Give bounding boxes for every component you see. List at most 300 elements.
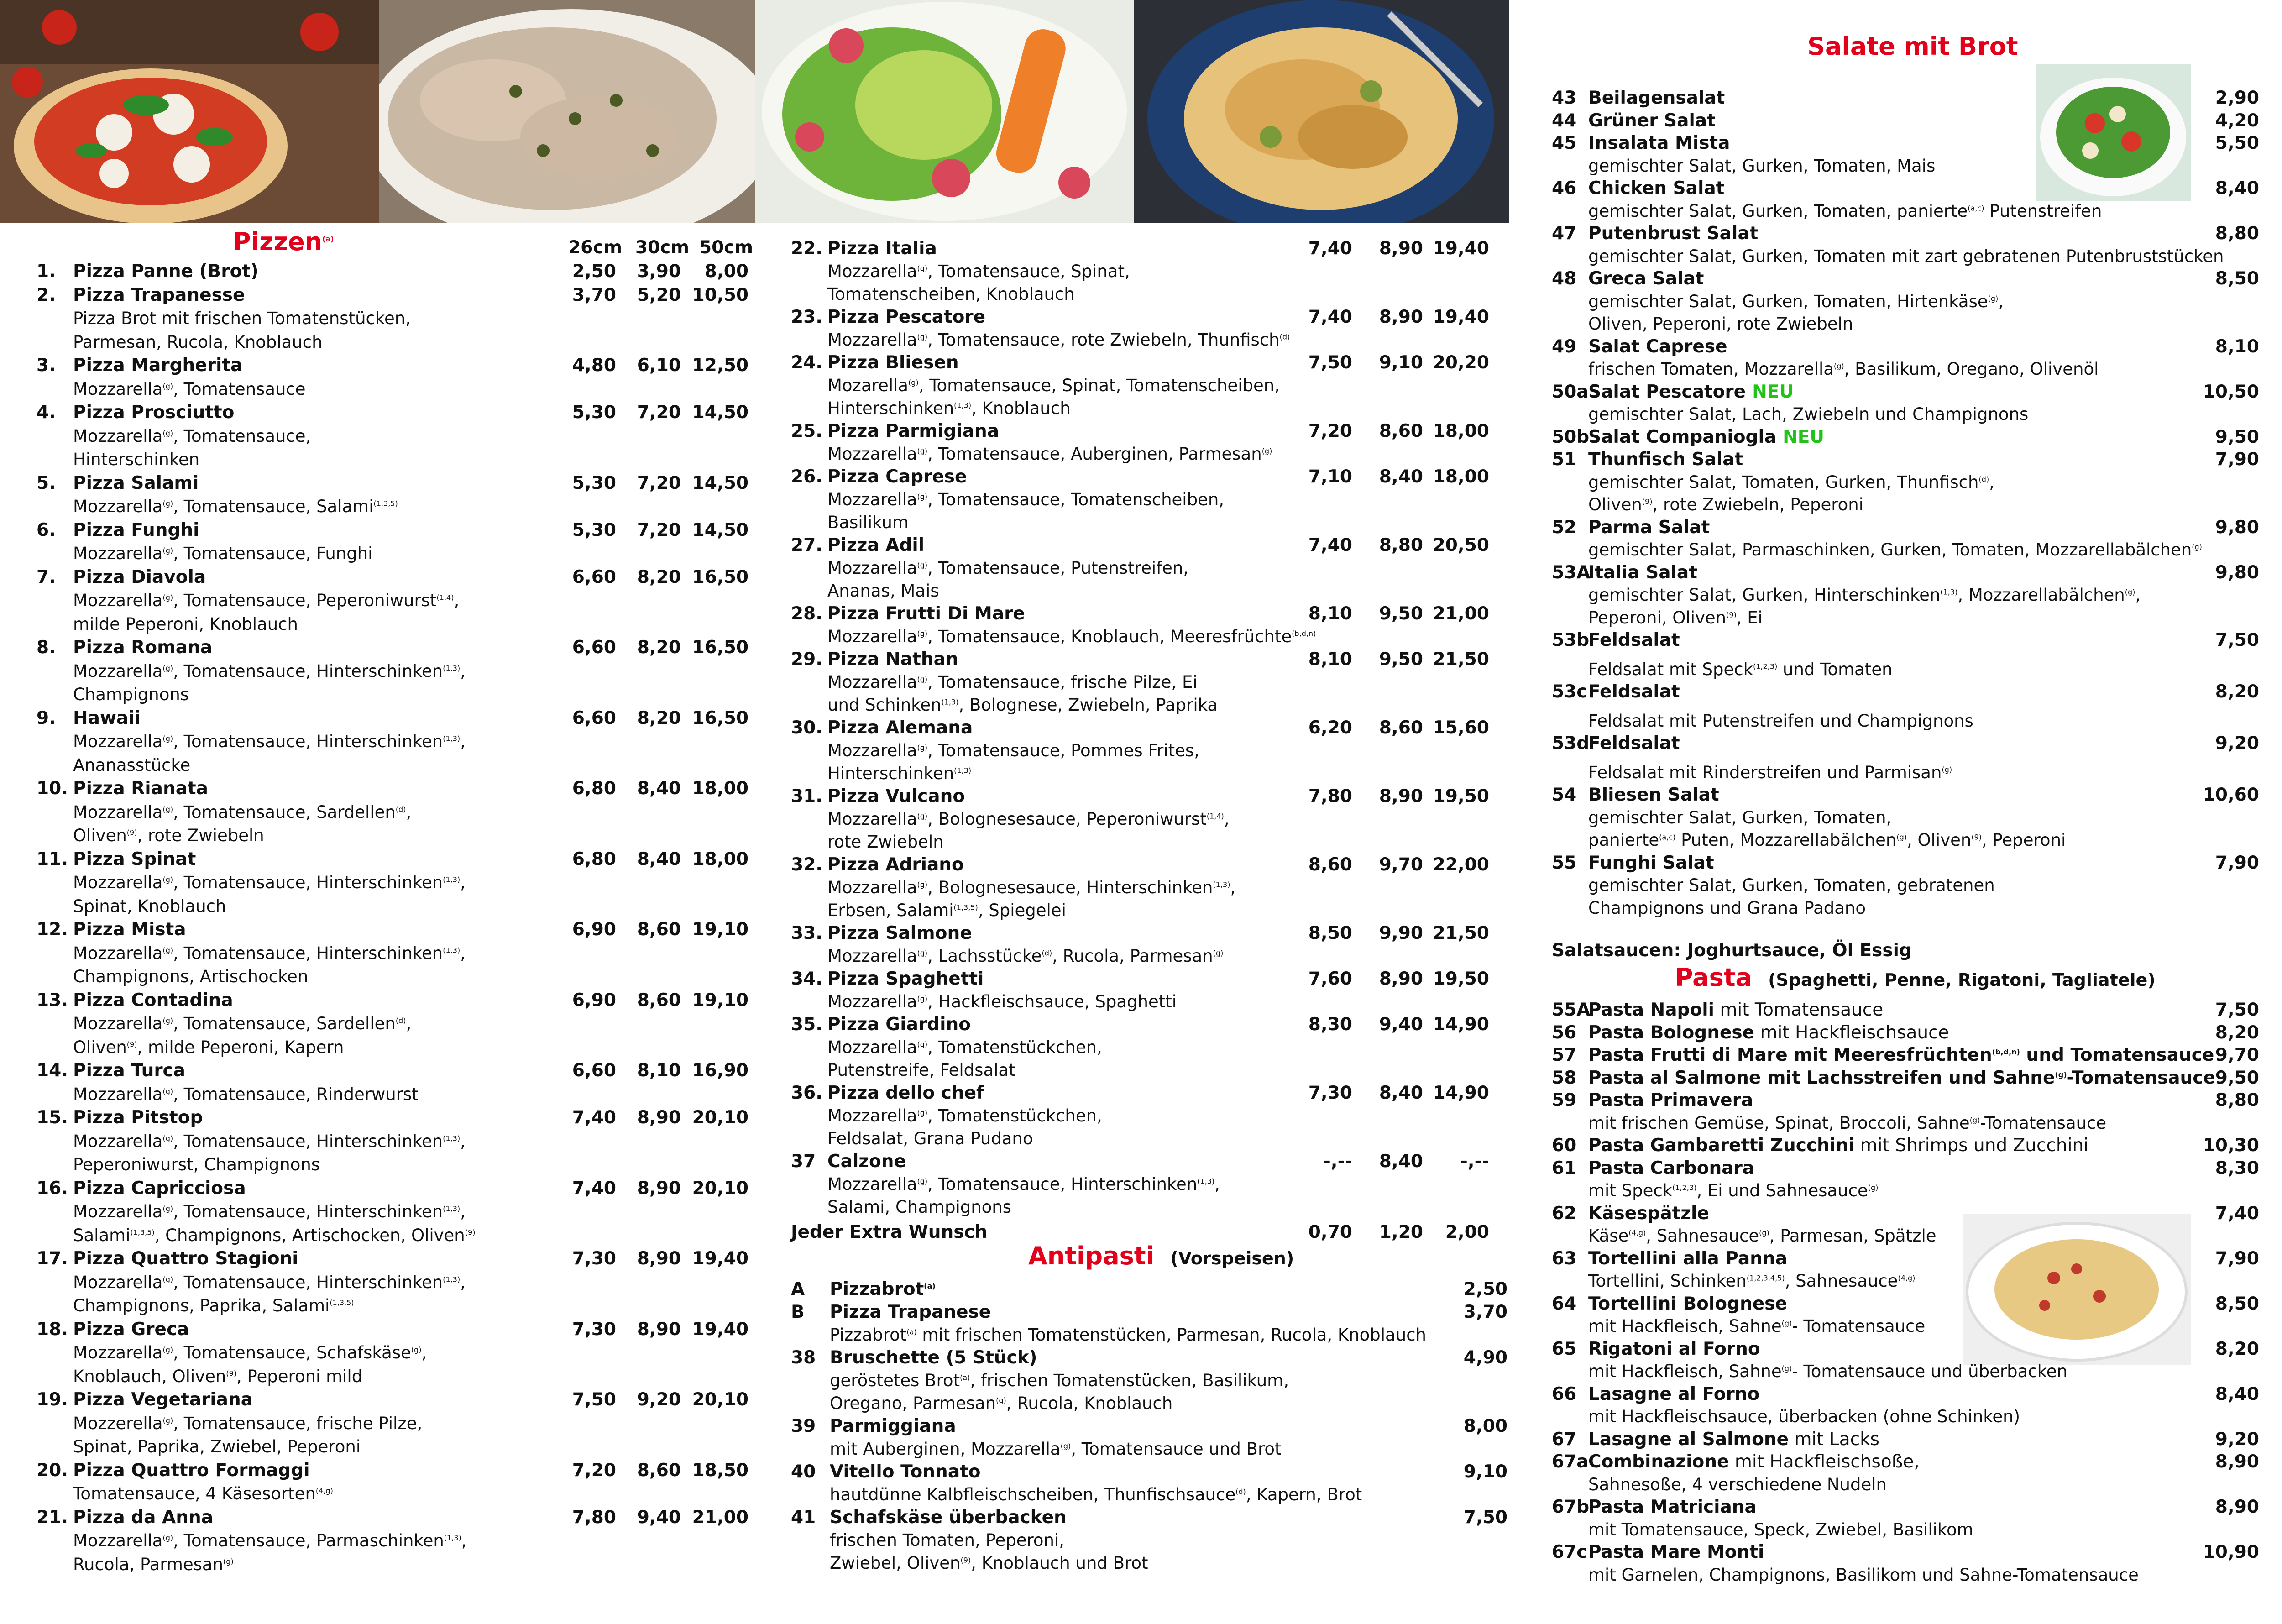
item-number: 64 — [1552, 1293, 1577, 1314]
item-price: 8,10 — [2215, 336, 2259, 357]
item-number: 30. — [791, 718, 823, 738]
item-description: mit Auberginen, Mozzarella$^{(g)}$, Tomatensauce und Brot — [830, 1439, 1282, 1459]
item-price: 19,10 — [692, 990, 748, 1011]
item-description: Mozzarella$^{(g)}$, Tomatensauce, Putenstreifen, — [827, 558, 1189, 578]
item-price: 8,40 — [1379, 1151, 1423, 1172]
item-description: Mozzarella$^{(g)}$, Tomatensauce, Hinterschinken$^{(1,3)}$, — [73, 873, 466, 892]
item-name: Käsespätzle — [1588, 1203, 1709, 1224]
item-description: mit Tomatensauce, Speck, Zwiebel, Basilikom — [1588, 1519, 1973, 1540]
item-price: 20,10 — [692, 1107, 748, 1128]
item-number: 9. — [37, 707, 56, 728]
item-price: 8,10 — [1308, 603, 1352, 624]
item-description: Mozzarella$^{(g)}$, Tomatensauce, Parmaschinken$^{(1,3)}$, — [73, 1531, 467, 1551]
item-description: Erbsen, Salami$^{(1,3,5)}$, Spiegelei — [827, 901, 1066, 920]
item-name: Tortellini Bolognese — [1588, 1293, 1787, 1314]
item-description: frischen Tomaten, Mozzarella$^{(g)}$, Basilikum, Oregano, Olivenöl — [1588, 359, 2099, 379]
item-price: 8,40 — [2215, 1383, 2259, 1404]
item-price: 8,50 — [2215, 268, 2259, 289]
item-price: 8,60 — [637, 919, 681, 940]
item-number: 67c — [1552, 1542, 1587, 1562]
item-description: gemischter Salat, Lach, Zwiebeln und Champignons — [1588, 404, 2029, 424]
item-description: Sahnesoße, 4 verschiedene Nudeln — [1588, 1474, 1887, 1494]
item-description: Pizzabrot$^{(a)}$ mit frischen Tomatenstücken, Parmesan, Rucola, Knoblauch — [830, 1325, 1426, 1345]
item-number: 63 — [1552, 1248, 1577, 1269]
item-price: 9,50 — [1379, 603, 1423, 624]
item-price: 9,90 — [1379, 923, 1423, 943]
item-description: gemischter Salat, Gurken, Tomaten, gebratenen — [1588, 875, 1995, 895]
item-number: 52 — [1552, 517, 1577, 538]
item-number: 31. — [791, 786, 823, 807]
item-price: 8,20 — [2215, 1022, 2259, 1043]
pasta-penne-photo — [1134, 0, 1509, 223]
item-name: Feldsalat — [1588, 630, 1680, 650]
spaghetti-carbonara-photo — [1963, 1214, 2191, 1365]
item-name: Feldsalat — [1588, 733, 1680, 754]
item-name: Pizza Turca — [73, 1060, 185, 1081]
item-number: 57 — [1552, 1045, 1577, 1065]
item-name: Salat Companiogla NEU — [1588, 426, 1825, 447]
item-description: Mozzerella$^{(g)}$, Tomatensauce, frische Pilze, — [73, 1413, 423, 1433]
item-description: Salami, Champignons — [827, 1197, 1012, 1217]
item-price: 8,90 — [637, 1178, 681, 1199]
item-number: 43 — [1552, 88, 1577, 108]
item-name: Pasta Napoli mit Tomatensauce — [1588, 1000, 1884, 1020]
item-number: 28. — [791, 603, 823, 624]
item-price: 8,30 — [1308, 1014, 1352, 1035]
item-number: 65 — [1552, 1338, 1577, 1359]
item-number: 55A — [1552, 1000, 1591, 1020]
item-price: 8,50 — [1308, 923, 1352, 943]
item-price: 8,40 — [1379, 466, 1423, 487]
item-name: Pizzabrot$^{(a)}$ — [830, 1279, 936, 1299]
item-name: Funghi Salat — [1588, 852, 1714, 873]
item-price: 19,50 — [1433, 969, 1489, 989]
item-price: 5,30 — [572, 402, 616, 423]
item-name: Pizza Salmone — [827, 923, 972, 943]
item-description: Champignons und Grana Padano — [1588, 898, 1866, 918]
item-description: Tortellini, Schinken$^{(1,2,3,4,5)}$, Sahnesauce$^{(4,g)}$ — [1588, 1271, 1916, 1291]
item-price: 10,50 — [692, 284, 748, 305]
item-price: 2,90 — [2215, 88, 2259, 108]
neu-badge: NEU — [1752, 381, 1794, 402]
item-name: Pizza Spinat — [73, 849, 196, 870]
item-description: Spinat, Knoblauch — [73, 896, 226, 916]
item-name: Pasta Frutti di Mare mit Meeresfrüchten$^{(b,d,n)}$ und Tomatensauce — [1588, 1045, 2214, 1065]
item-price: 14,90 — [1433, 1083, 1489, 1103]
item-price: -,-- — [1460, 1151, 1489, 1172]
item-name: Parma Salat — [1588, 517, 1710, 538]
salate-title: Salate mit Brot — [1807, 32, 2018, 61]
item-price: 18,00 — [1433, 466, 1489, 487]
item-price: 9,80 — [2215, 517, 2259, 538]
item-number: 29. — [791, 649, 823, 670]
item-number: 50a — [1552, 381, 1589, 402]
item-description: Mozzarella$^{(g)}$, Tomatensauce, Hinterschinken$^{(1,3)}$, — [73, 1131, 466, 1151]
item-number: 46 — [1552, 178, 1577, 199]
item-description: Oliven$^{(9)}$, milde Peperoni, Kapern — [73, 1037, 344, 1057]
item-price: 8,90 — [1379, 307, 1423, 327]
item-name: Italia Salat — [1588, 562, 1697, 583]
item-description: Mozzarella$^{(g)}$, Tomatensauce, Knoblauch, Meeresfrüchte$^{(b,d,n)}$ — [827, 627, 1316, 646]
item-name: Pasta al Salmone mit Lachsstreifen und Sahne$^{(g)}$-Tomatensauce — [1588, 1067, 2215, 1088]
item-price: 7,90 — [2215, 852, 2259, 873]
item-name: Grüner Salat — [1588, 110, 1716, 131]
salad-vegetables-photo — [755, 0, 1134, 223]
item-price: 14,50 — [692, 519, 748, 540]
item-name: Pizza Quattro Formaggi — [73, 1460, 310, 1481]
item-number: 53b — [1552, 630, 1590, 650]
item-name: Pasta Carbonara — [1588, 1158, 1755, 1179]
item-number: 53d — [1552, 733, 1590, 754]
item-name: Pizza Caprese — [827, 466, 967, 487]
item-description: Mozzarella$^{(g)}$, Tomatenstückchen, — [827, 1106, 1102, 1126]
item-name: Pizza Vegetariana — [73, 1389, 253, 1410]
item-price: 8,20 — [2215, 1338, 2259, 1359]
item-price: 6,60 — [572, 1060, 616, 1081]
item-description: Feldsalat, Grana Pudano — [827, 1129, 1033, 1148]
item-price: 22,00 — [1433, 854, 1489, 875]
item-description: Feldsalat mit Speck$^{(1,2,3)}$ und Tomaten — [1588, 659, 1893, 679]
item-price: 4,20 — [2215, 110, 2259, 131]
item-name: Pizza Diavola — [73, 566, 206, 587]
item-price: 19,40 — [692, 1319, 748, 1340]
item-number: 53c — [1552, 681, 1587, 702]
item-price: 6,90 — [572, 919, 616, 940]
item-number: 14. — [37, 1060, 68, 1081]
item-name: Pizza Adil — [827, 535, 925, 555]
item-price: 8,80 — [2215, 1090, 2259, 1111]
item-number: 11. — [37, 849, 68, 870]
item-name: Pizza Spaghetti — [827, 969, 984, 989]
item-description: Mozzarella$^{(g)}$, Tomatensauce, Hinterschinken$^{(1,3)}$, — [73, 661, 466, 681]
item-price: 8,90 — [637, 1107, 681, 1128]
item-name: Pizza Prosciutto — [73, 402, 235, 423]
item-number: B — [791, 1302, 805, 1322]
antipasti-title: Antipasti (Vorspeisen) — [1028, 1242, 1294, 1270]
item-description: Oliven$^{(9)}$, rote Zwiebeln, Peperoni — [1588, 495, 1863, 514]
item-description: Peperoniwurst, Champignons — [73, 1155, 320, 1174]
item-price: 8,90 — [1379, 969, 1423, 989]
pizzen-title: Pizzen$^{(a)}$ — [233, 227, 334, 256]
item-name: Bruschette (5 Stück) — [830, 1347, 1037, 1368]
item-price: 20,20 — [1433, 352, 1489, 373]
item-name: Pizza Frutti Di Mare — [827, 603, 1025, 624]
item-number: 66 — [1552, 1383, 1577, 1404]
item-number: 26. — [791, 466, 823, 487]
item-price: 18,50 — [692, 1460, 748, 1481]
item-price: 7,20 — [637, 519, 681, 540]
item-price: 7,50 — [572, 1389, 616, 1410]
item-price: 6,20 — [1308, 718, 1352, 738]
item-description: Champignons, Artischocken — [73, 967, 309, 986]
item-price: 7,40 — [572, 1107, 616, 1128]
item-price: 8,60 — [1379, 421, 1423, 441]
item-price: 21,50 — [1433, 923, 1489, 943]
item-price: 3,90 — [637, 261, 681, 282]
item-description: Spinat, Paprika, Zwiebel, Peperoni — [73, 1437, 361, 1456]
item-price: 8,30 — [2215, 1158, 2259, 1179]
item-description: Mozzarella$^{(g)}$, Tomatensauce, Rinderwurst — [73, 1084, 419, 1104]
item-price: 5,30 — [572, 519, 616, 540]
item-price: 8,90 — [637, 1319, 681, 1340]
vitello-tonnato-photo — [379, 0, 755, 223]
item-price: 8,60 — [637, 1460, 681, 1481]
item-price: 2,50 — [1463, 1279, 1507, 1299]
item-price: 7,20 — [1308, 421, 1352, 441]
item-price: 6,90 — [572, 990, 616, 1011]
item-price: 6,60 — [572, 566, 616, 587]
item-description: Peperoni, Oliven$^{(9)}$, Ei — [1588, 608, 1763, 628]
item-number: 8. — [37, 637, 56, 658]
item-name: Schafskäse überbacken — [830, 1507, 1067, 1528]
item-price: 7,40 — [572, 1178, 616, 1199]
item-name: Hawaii — [73, 707, 141, 728]
item-price: 8,10 — [637, 1060, 681, 1081]
item-description: Tomatenscheiben, Knoblauch — [827, 284, 1075, 304]
item-price: 8,60 — [1308, 854, 1352, 875]
item-number: 6. — [37, 519, 56, 540]
item-name: Tortellini alla Panna — [1588, 1248, 1788, 1269]
item-price: 8,60 — [637, 990, 681, 1011]
item-description: milde Peperoni, Knoblauch — [73, 614, 298, 634]
item-price: 9,20 — [637, 1389, 681, 1410]
item-description: Hinterschinken$^{(1,3)}$ — [827, 764, 972, 783]
item-number: 25. — [791, 421, 823, 441]
item-description: panierte$^{(a,c)}$ Puten, Mozzarellabälchen$^{(g)}$, Oliven$^{(9)}$, Peperoni — [1588, 830, 2066, 850]
item-number: 60 — [1552, 1135, 1577, 1156]
item-number: 23. — [791, 307, 823, 327]
item-name: Pizza Pescatore — [827, 307, 986, 327]
item-price: 8,90 — [2215, 1451, 2259, 1472]
item-description: Mozarella$^{(g)}$, Tomatensauce, Spinat, Tomatenscheiben, — [827, 376, 1280, 395]
item-name: Greca Salat — [1588, 268, 1704, 289]
item-number: 35. — [791, 1014, 823, 1035]
item-price: 10,30 — [2203, 1135, 2259, 1156]
item-description: Mozzarella$^{(g)}$, Tomatensauce, Hinterschinken$^{(1,3)}$, — [73, 1202, 466, 1221]
item-name: Thunfisch Salat — [1588, 449, 1743, 470]
item-description: Oliven, Peperoni, rote Zwiebeln — [1588, 314, 1853, 334]
item-price: 9,70 — [1379, 854, 1423, 875]
item-name: Pizza Panne (Brot) — [73, 261, 259, 282]
item-price: 7,90 — [2215, 449, 2259, 470]
item-description: Salami$^{(1,3,5)}$, Champignons, Artischocken, Oliven$^{(9)}$ — [73, 1225, 476, 1245]
item-price: 14,90 — [1433, 1014, 1489, 1035]
item-description: und Schinken$^{(1,3)}$, Bolognese, Zwiebeln, Paprika — [827, 695, 1218, 715]
item-price: 7,30 — [572, 1319, 616, 1340]
item-price: 7,50 — [2215, 630, 2259, 650]
item-number: 24. — [791, 352, 823, 373]
item-price: 2,50 — [572, 261, 616, 282]
item-description: hautdünne Kalbfleischscheiben, Thunfischsauce$^{(d)}$, Kapern, Brot — [830, 1485, 1362, 1504]
item-price: 7,60 — [1308, 969, 1352, 989]
item-description: Mozzarella$^{(g)}$, Tomatensauce, Salami$^{(1,3,5)}$ — [73, 497, 398, 516]
item-price: 10,60 — [2203, 785, 2259, 805]
item-price: 6,60 — [572, 637, 616, 658]
item-price: 7,20 — [572, 1460, 616, 1481]
item-name: Insalata Mista — [1588, 133, 1730, 153]
item-description: gemischter Salat, Gurken, Tomaten, Mais — [1588, 156, 1936, 176]
item-number: 2. — [37, 284, 56, 305]
item-name: Pasta Gambaretti Zucchini mit Shrimps und Zucchini — [1588, 1135, 2089, 1156]
item-price: 8,80 — [1379, 535, 1423, 555]
item-price: 7,40 — [1308, 535, 1352, 555]
salatsaucen-text: Salatsaucen: Joghurtsauce, Öl Essig — [1552, 940, 1912, 961]
item-name: Pizza Vulcano — [827, 786, 965, 807]
item-description: Mozzarella$^{(g)}$, Tomatensauce, Pommes Frites, — [827, 741, 1199, 760]
item-description: Zwiebel, Oliven$^{(9)}$, Knoblauch und Brot — [830, 1553, 1148, 1573]
item-description: gemischter Salat, Tomaten, Gurken, Thunfisch$^{(d)}$, — [1588, 472, 1994, 492]
item-number: 3. — [37, 355, 56, 376]
item-price: 20,10 — [692, 1389, 748, 1410]
item-price: 7,20 — [637, 402, 681, 423]
item-description: gemischter Salat, Gurken, Tomaten mit zart gebratenen Putenbruststücken — [1588, 246, 2224, 266]
item-price: 12,50 — [692, 355, 748, 376]
item-price: 8,00 — [1463, 1416, 1507, 1436]
item-price: 3,70 — [572, 284, 616, 305]
item-name: Pizza Trapanese — [830, 1302, 991, 1322]
item-description: Putenstreife, Feldsalat — [827, 1060, 1015, 1080]
item-price: 21,00 — [692, 1507, 748, 1528]
item-number: 18. — [37, 1319, 68, 1340]
item-description: rote Zwiebeln — [827, 832, 944, 852]
item-price: 10,90 — [2203, 1542, 2259, 1562]
size-header-26cm: 26cm — [568, 237, 623, 258]
item-price: 16,90 — [692, 1060, 748, 1081]
item-price: 6,10 — [637, 355, 681, 376]
item-price: 8,80 — [2215, 223, 2259, 244]
item-description: Mozzarella$^{(g)}$, Bolognesesauce, Hinterschinken$^{(1,3)}$, — [827, 878, 1236, 897]
item-number: 39 — [791, 1416, 816, 1436]
right-column — [1552, 27, 2268, 1616]
item-description: Champignons — [73, 685, 189, 704]
item-name: Putenbrust Salat — [1588, 223, 1759, 244]
item-name: Pizza Alemana — [827, 718, 973, 738]
item-name: Salat Pescatore NEU — [1588, 381, 1794, 402]
item-price: 20,50 — [1433, 535, 1489, 555]
item-price: 8,20 — [637, 637, 681, 658]
item-price: 19,50 — [1433, 786, 1489, 807]
item-description: Rucola, Parmesan$^{(g)}$ — [73, 1554, 234, 1574]
item-name: Feldsalat — [1588, 681, 1680, 702]
item-name: Pizza Funghi — [73, 519, 199, 540]
item-number: 40 — [791, 1462, 816, 1482]
item-name: Pizza Greca — [73, 1319, 189, 1340]
item-price: 19,40 — [692, 1248, 748, 1269]
item-description: Mozzarella$^{(g)}$, Tomatensauce, Schafskäse$^{(g)}$, — [73, 1343, 427, 1362]
item-number: 61 — [1552, 1158, 1577, 1179]
item-price: 5,50 — [2215, 133, 2259, 153]
item-description: Mozzarella$^{(g)}$, Tomatensauce, Sardellen$^{(d)}$, — [73, 1014, 412, 1033]
item-description: frischen Tomaten, Peperoni, — [830, 1530, 1065, 1550]
item-description: Mozzarella$^{(g)}$, Hackfleischsauce, Spaghetti — [827, 992, 1177, 1011]
item-description: Mozzarella$^{(g)}$, Bolognesesauce, Peperoniwurst$^{(1,4)}$, — [827, 809, 1230, 829]
item-number: 67a — [1552, 1451, 1589, 1472]
item-price: 10,50 — [2203, 381, 2259, 402]
item-name: Rigatoni al Forno — [1588, 1338, 1760, 1359]
item-price: 8,10 — [1308, 649, 1352, 670]
item-number: 36. — [791, 1083, 823, 1103]
neu-badge: NEU — [1783, 426, 1825, 447]
item-number: 20. — [37, 1460, 68, 1481]
item-price: 9,50 — [2215, 1067, 2259, 1088]
item-number: 12. — [37, 919, 68, 940]
item-description: mit Garnelen, Champignons, Basilikom und Sahne-Tomatensauce — [1588, 1565, 2139, 1585]
item-description: Mozzarella$^{(g)}$, Tomatensauce, Peperoniwurst$^{(1,4)}$, — [73, 591, 460, 610]
item-price: 7,40 — [2215, 1203, 2259, 1224]
size-header-30cm: 30cm — [635, 237, 690, 258]
item-price: 16,50 — [692, 566, 748, 587]
pizzen-column-2: 22. Pizza Italia 7,40 8,90 19,40 Mozzarella$^{(g)}$, Tomatensauce, Spinat, Tomatenscheiben, Knoblauch 23. Pizza Pescatore 7,40 8,90 19,40 Mozzarella$^{(g)}$, Tomatensauce, rote Zwiebeln, Thunfisch$^{(d)}$ 24. Pizza Bliesen 7,50 9,10 20,20 Mozarella$^{(g)}$, Tomatensauce, Spinat, Tomatenscheiben, Hinterschinken$^{(1,3)}$, Knoblauch 25. Pizza Parmigiana 7,20 8,60 18,00 Mozzarella$^{(g)}$, Tomatensauce, Auberginen, Parmesan$^{(g)}$ 26. Pizza Caprese 7,10 8,40 18,00 Mozzarella$^{(g)}$, Tomatensauce, Tomatenscheiben, Basilikum 27. Pizza Adil 7,40 8,80 20,50 Mozzarella$^{(g)}$, Tomatensauce, Putenstreifen, Ananas, Mais 28. Pizza Frutti Di Mare 8,10 9,50 21,00 Mozzarella$^{(g)}$, Tomatensauce, Knoblauch, Meeresfrüchte$^{(b,d,n)}$ 29. Pizza Nathan 8,10 9,50 21,50 Mozzarella$^{(g)}$, Tomatensauce, frische Pilze, Ei und Schinken$^{(1,3)}$, Bolognese, Zwiebeln, Paprika 30. Pizza Alemana 6,20 8,60 15,60 Mozzarella$^{(g)}$, Tomatensauce, Pommes Frites, Hinterschinken$^{(1,3)}$ 31. Pizza Vulcano 7,80 8,90 19,50 Mozzarella$^{(g)}$, Bolognesesauce, Peperoniwurst$^{(1,4)}$, rote Zwiebeln 32. Pizza Adriano 8,60 9,70 22,00 Mozzarella$^{(g)}$, Bolognesesauce, Hinterschinken$^{(1,3)}$, Erbsen, Salami$^{(1,3,5)}$, Spiegelei 33. Pizza Salmone 8,50 9,90 21,50 Mozzarella$^{(g)}$, Lachsstücke$^{(d)}$, Rucola, Parmesan$^{(g)}$ 34. Pizza Spaghetti 7,60 8,90 19,50 Mozzarella$^{(g)}$, Hackfleischsauce, Spaghetti 35. Pizza Giardino 8,30 9,40 14,90 Mozzarella$^{(g)}$, Tomatenstückchen, Putenstreife, Feldsalat 36. Pizza dello chef 7,30 8,40 14,90 Mozzarella$^{(g)}$, Tomatenstückchen, Feldsalat, Grana Pudano 37 Calzone -,-- 8,40 -,-- Mozzarella$^{(g)}$, Tomatensauce, Hinterschinken$^{(1,3)}$, Salami, Champignons Jeder Extra Wunsch 0,70 1,20 2,00 Antipasti (Vorspeisen) A Pizzabrot$^{(a)}$ 2,50 B Pizza Trapanese 3,70 Pizzabrot$^{(a)}$ mit frischen Tomatenstücken, Parmesan, Rucola, Knoblauch 38 Bruschette (5 Stück) 4,90 geröstetes Brot$^{(a)}$, frischen Tomatenstücken, Basilikum, Oregano, Parmesan$^{(g)}$, Rucola, Knoblauch 39 Parmiggiana 8,00 mit Auberginen, Mozzarella$^{(g)}$, Tomatensauce und Brot 40 Vitello Tonnato 9,10 hautdünne Kalbfleischscheiben, Thunfischsauce$^{(d)}$, Kapern, Brot 41 Schafskäse überbacken 7,50 frischen Tomaten, Peperoni, Zwiebel, Oliven$^{(9)}$, Knoblauch und Brot — [791, 237, 1512, 1607]
item-price: 15,60 — [1433, 718, 1489, 738]
item-name: Pasta Matriciana — [1588, 1497, 1757, 1517]
item-description: mit Hackfleisch, Sahne$^{(g)}$- Tomatensauce — [1588, 1316, 1926, 1336]
item-description: gemischter Salat, Parmaschinken, Gurken, Tomaten, Mozzarellabälchen$^{(g)}$ — [1588, 540, 2202, 560]
item-price: 19,40 — [1433, 238, 1489, 259]
item-price: 7,40 — [1308, 307, 1352, 327]
item-description: Mozzarella$^{(g)}$, Tomatensauce, rote Zwiebeln, Thunfisch$^{(d)}$ — [827, 330, 1290, 350]
item-name: Pizza Parmigiana — [827, 421, 1000, 441]
item-description: Pizza Brot mit frischen Tomatenstücken, — [73, 309, 411, 328]
item-price: 8,90 — [1379, 786, 1423, 807]
item-name: Pizza Salami — [73, 472, 199, 493]
item-number: 44 — [1552, 110, 1577, 131]
item-price: 14,50 — [692, 472, 748, 493]
item-price: 5,20 — [637, 284, 681, 305]
item-name: Calzone — [827, 1151, 906, 1172]
item-description: Ananasstücke — [73, 755, 191, 775]
item-description: Hinterschinken — [73, 450, 200, 469]
item-name: Pizza Contadina — [73, 990, 233, 1011]
item-description: Mozzarella$^{(g)}$, Tomatensauce, Hinterschinken$^{(1,3)}$, — [73, 1272, 466, 1292]
item-price: 7,50 — [2215, 1000, 2259, 1020]
item-name: Combinazione mit Hackfleischsoße, — [1588, 1451, 1920, 1472]
item-name: Salat Caprese — [1588, 336, 1727, 357]
item-number: 7. — [37, 566, 56, 587]
item-number: 53A — [1552, 562, 1591, 583]
item-price: 9,50 — [2215, 426, 2259, 447]
item-price: 7,30 — [572, 1248, 616, 1269]
item-price: 3,70 — [1463, 1302, 1507, 1322]
item-price: 8,40 — [637, 849, 681, 870]
item-price: 9,40 — [1379, 1014, 1423, 1035]
item-price: 7,30 — [1308, 1083, 1352, 1103]
item-description: Mozzarella$^{(g)}$, Tomatensauce, Auberginen, Parmesan$^{(g)}$ — [827, 444, 1272, 464]
item-description: Mozzarella$^{(g)}$, Tomatensauce, Hinterschinken$^{(1,3)}$, — [73, 732, 466, 751]
item-price: 18,00 — [692, 778, 748, 799]
item-number: 5. — [37, 472, 56, 493]
item-number: 67b — [1552, 1497, 1590, 1517]
item-description: Parmesan, Rucola, Knoblauch — [73, 332, 323, 352]
item-description: gemischter Salat, Gurken, Tomaten, — [1588, 807, 1892, 828]
item-price: 8,20 — [2215, 681, 2259, 702]
item-description: Ananas, Mais — [827, 581, 939, 601]
item-name: Lasagne al Salmone mit Lacks — [1588, 1429, 1879, 1450]
item-price: 6,80 — [572, 778, 616, 799]
item-price: 9,20 — [2215, 1429, 2259, 1450]
item-price: 16,50 — [692, 637, 748, 658]
item-description: Feldsalat mit Putenstreifen und Champignons — [1588, 711, 1973, 731]
item-price: 9,10 — [1463, 1462, 1507, 1482]
pizza-margherita-photo — [0, 0, 379, 223]
item-description: Oregano, Parmesan$^{(g)}$, Rucola, Knoblauch — [830, 1393, 1173, 1413]
item-description: Tomatensauce, 4 Käsesorten$^{(4,g)}$ — [73, 1484, 333, 1504]
item-number: 17. — [37, 1248, 68, 1269]
item-description: gemischter Salat, Gurken, Tomaten, panierte$^{(a,c)}$ Putenstreifen — [1588, 201, 2102, 221]
item-price: 8,90 — [637, 1248, 681, 1269]
item-name: Chicken Salat — [1588, 178, 1725, 199]
item-price: 20,10 — [692, 1178, 748, 1199]
item-description: mit Hackfleisch, Sahne$^{(g)}$- Tomatensauce und überbacken — [1588, 1362, 2067, 1381]
